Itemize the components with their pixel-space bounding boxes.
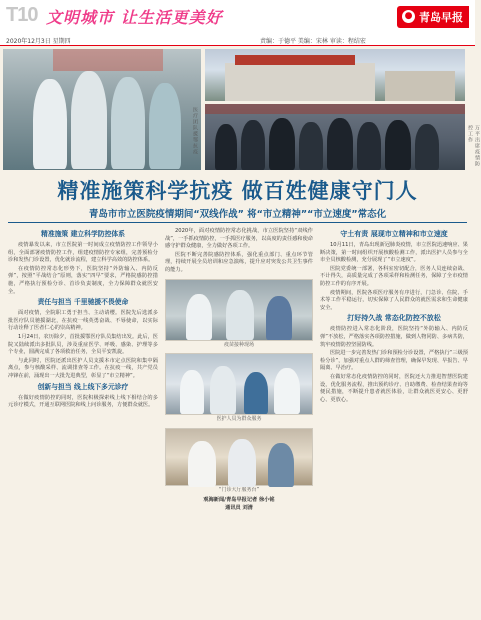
main-headline: 精准施策科学抗疫 做百姓健康守门人	[57, 178, 418, 203]
paragraph: 2020年，面对疫情防控常态化挑战，市立医院坚持“双线作战”，一手抓疫情防控，一手抓医疗服务，以高度的责任感和使命感守护群众健康，全力做好各项工作。	[165, 228, 313, 250]
paragraph: 1月24日，农历除夕，首批援鄂医疗队员集结出发。此后，医院又陆续派出多批队员，涉及重症医学、呼吸、感染、护理等多个专业，圆满完成了各项救治任务，全员平安凯旋。	[8, 333, 158, 356]
paragraph: 面对疫情，全院职工勇于担当、主动请缨。医院先后选派多批医疗队员驰援湖北，在抗疫一线英勇奋战、不辱使命，以实际行动诠释了医者仁心的崇高精神。	[8, 310, 158, 332]
paragraph: 医院进一步完善发热门诊和预检分诊设置，严格执行“三级预检分诊”，加强对重点人群的筛查管理，确保早发现、早报告、早隔离、早治疗。	[320, 350, 468, 372]
paragraph: 10月11日，青岛出现新冠肺炎疫情，市立医院迅速响应、果断决策，第一时间组织开展核酸检测工作，派出医护人员参与全市全员核酸检测，充分展现了“市立速度”。	[320, 242, 468, 264]
paragraph: 在疫情防控常态化形势下，医院坚持“外防输入、内防反弹”，按照“平战结合”原则，落实“四早”要求，严格院感防控措施，严格执行预检分诊、首诊负责制度，全力保障群众就医安全。	[8, 265, 158, 295]
section-heading: 守土有责 展现市立精神和市立速度	[340, 230, 448, 238]
photo-caption: 疫苗接种现场	[223, 341, 254, 348]
photo-service	[165, 353, 313, 415]
masthead	[0, 0, 475, 34]
headline-rule	[8, 222, 467, 223]
photo-service-desk	[165, 428, 313, 486]
article-column-1	[8, 228, 158, 614]
paragraph: 疫情暴发以来，市立医院第一时间成立疫情防控工作领导小组，全面部署疫情防控工作，组建疫情防控专家组，完善预检分诊和发热门诊设置，优化就诊流程，建立科学高效的防控体系。	[8, 242, 158, 264]
photo-caption-1: 医疗团队援鄂抗疫	[192, 107, 198, 155]
section-heading: 精准施策 建立科学防控体系	[41, 230, 125, 238]
newspaper-brand	[397, 6, 469, 28]
photo-collage	[0, 47, 480, 172]
photo-vaccination	[165, 279, 313, 341]
section-slogan: 文明城市 让生活更美好	[46, 8, 223, 27]
brand-name: 青岛早报	[419, 11, 463, 24]
issue-date: 2020年12月3日 星期四	[6, 38, 71, 45]
section-heading: 打好持久战 常态化防控不放松	[347, 314, 441, 323]
photo-staff-group	[205, 104, 465, 170]
photo-caption: “门诊大厅服务台”	[218, 486, 260, 493]
info-bar	[0, 34, 475, 46]
paragraph: 医院党委统一部署，各科室密切配合，医务人员连续奋战、不计得失，高质量完成了各项采样和检测任务，保障了全市疫情防控工作的有序开展。	[320, 265, 468, 287]
paragraph: 疫情防控进入常态化阶段，医院坚持“外防输入、内防反弹”不放松，严格落实各项防控措施，做到人物同防、多病共防，筑牢疫情防控坚固防线。	[320, 326, 468, 348]
section-heading: 创新与担当 线上线下多元诊疗	[37, 382, 129, 391]
paragraph: 在做好疫情防控的同时，医院积极探索线上线下相结合的多元诊疗模式，开通互联网医院和线上问诊服务，方便群众就医。	[8, 394, 158, 409]
photo-caption-2: 万平出席疫情防控工作	[467, 125, 480, 167]
editor-credits: 责编：于德平 美编：宋林 审读：程结宏	[260, 38, 366, 45]
paragraph: 在做好常态化疫情防控的同时，医院还大力推进智慧医院建设，优化服务流程，推出预约诊疗、自助缴费、检查结果查询等便民措施，不断提升患者就医体验，让群众就医更安心、更舒心、更放心。	[320, 373, 468, 403]
photo-hospital-building	[205, 49, 465, 101]
page-number: T10	[6, 4, 38, 26]
byline: 观海新闻/青岛早报记者 徐小铭 通讯员 刘清	[203, 497, 275, 511]
photo-medical-team	[3, 49, 201, 170]
photo-caption: 医护人员为群众服务	[216, 416, 262, 423]
paragraph: 疫情期间，医院各项医疗服务有序进行，门急诊、住院、手术等工作平稳运行，切实保障了人民群众的就医需求和生命健康安全。	[320, 289, 468, 311]
paragraph: 与此同时，医院还派出医护人员支援本市定点医院和集中隔离点，参与核酸采样、流调排查等工作。在抗疫一线，共产党员冲锋在前，涌现出一大批先进典型，彰显了“市立精神”。	[8, 357, 158, 379]
article-column-3	[320, 228, 468, 614]
article-column-2	[165, 228, 313, 614]
brand-logo-icon: ●	[402, 10, 415, 23]
sub-headline: 青岛市市立医院疫情期间“双线作战” 将“市立精神”“市立速度”常态化	[88, 209, 387, 220]
paragraph: 医院不断完善院感防控体系，强化重点部门、重点环节管理，持续开展全员培训和应急演练，提升应对突发公共卫生事件的能力。	[165, 251, 313, 273]
section-heading: 责任与担当 千里驰援不畏使命	[37, 298, 129, 307]
